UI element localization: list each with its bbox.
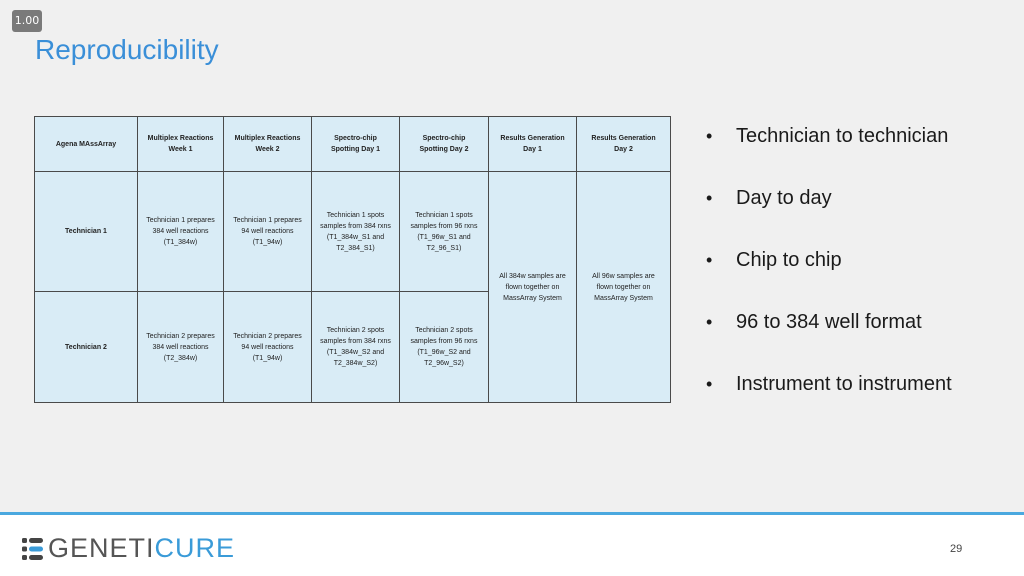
page-number: 29	[950, 543, 963, 555]
header-cell: Multiplex Reactions Week 1	[138, 117, 224, 172]
bullet-item	[706, 366, 952, 428]
row-label-technician-2: Technician 2	[35, 292, 138, 403]
bullet-dot-icon: •	[706, 312, 713, 332]
table-header-row	[35, 117, 671, 172]
geneticure-logo	[22, 533, 235, 564]
slide-footer	[0, 515, 1024, 576]
bullet-item	[706, 242, 952, 304]
header-cell: Spectro-chip Spotting Day 2	[400, 117, 489, 172]
dna-stack-icon	[22, 537, 44, 561]
bullet-dot-icon: •	[706, 188, 713, 208]
bullet-item	[706, 180, 952, 242]
bullet-item	[706, 304, 952, 366]
table-cell: Technician 1 prepares 384 well reactions (T1_384w)	[138, 172, 224, 292]
table-cell: Technician 1 prepares 94 well reactions (T1_94w)	[224, 172, 312, 292]
slide-title: Reproducibility	[35, 34, 219, 65]
bullet-text: 96 to 384 well format	[736, 311, 922, 333]
table-cell: Technician 2 spots samples from 384 rxns (T1_384w_S2 and T2_384w_S2)	[312, 292, 400, 403]
bullet-dot-icon: •	[706, 250, 713, 270]
table-cell: Technician 2 spots samples from 96 rxns (T1_96w_S2 and T2_96w_S2)	[400, 292, 489, 403]
table-cell: Technician 1 spots samples from 384 rxns (T1_384w_S1 and T2_384_S1)	[312, 172, 400, 292]
logo-text-main: GENETI	[48, 533, 155, 563]
logo-text-accent: CURE	[154, 533, 236, 563]
header-cell: Results Generation Day 1	[489, 117, 577, 172]
bullet-dot-icon: •	[706, 374, 713, 394]
header-cell: Multiplex Reactions Week 2	[224, 117, 312, 172]
bullet-text: Chip to chip	[736, 249, 842, 271]
bullet-item	[706, 118, 952, 180]
reproducibility-table	[34, 116, 671, 403]
header-cell: Spectro-chip Spotting Day 1	[312, 117, 400, 172]
bullet-text: Technician to technician	[736, 125, 949, 147]
zoom-level-badge: 1.00	[12, 10, 42, 32]
logo-wordmark	[48, 533, 235, 564]
bullet-text: Instrument to instrument	[736, 373, 952, 395]
table-row	[35, 172, 671, 292]
header-cell: Agena MAssArray	[35, 117, 138, 172]
bullet-text: Day to day	[736, 187, 832, 209]
table-cell: Technician 2 prepares 384 well reactions (T2_384w)	[138, 292, 224, 403]
table-cell: Technician 1 spots samples from 96 rxns (T1_96w_S1 and T2_96_S1)	[400, 172, 489, 292]
bullet-dot-icon: •	[706, 126, 713, 146]
table-cell: Technician 2 prepares 94 well reactions (T1_94w)	[224, 292, 312, 403]
row-label-technician-1: Technician 1	[35, 172, 138, 292]
bullet-list	[706, 118, 952, 428]
merged-results-day-2: All 96w samples are flown together on MassArray System	[577, 172, 671, 403]
merged-results-day-1: All 384w samples are flown together on MassArray System	[489, 172, 577, 403]
header-cell: Results Generation Day 2	[577, 117, 671, 172]
